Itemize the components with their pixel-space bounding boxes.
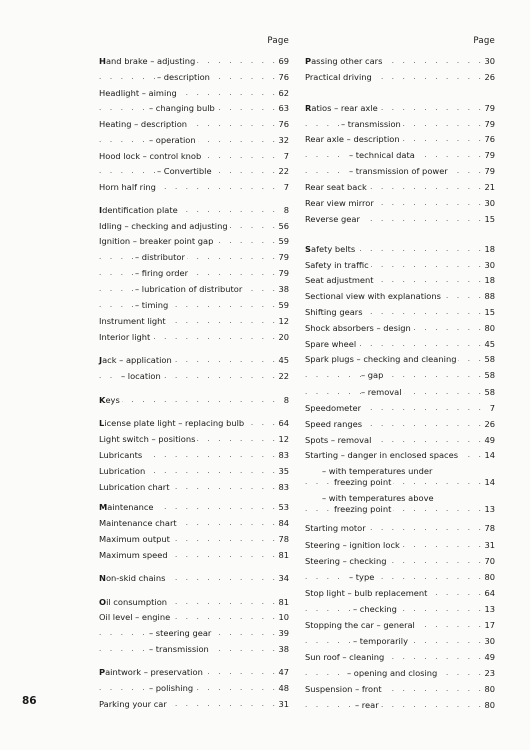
page-ref: 83 [275, 450, 289, 461]
dot-leader [99, 268, 289, 279]
page-ref: 58 [481, 387, 495, 398]
index-entry-text: Hood lock – control knob [99, 151, 202, 161]
index-entry-text: Light switch – positions [99, 434, 196, 444]
index-entry-text: Jack – application [99, 355, 172, 365]
page-ref: 30 [481, 56, 495, 67]
dot-leader [305, 604, 495, 615]
index-entry-text: Shock absorbers – design [305, 323, 411, 333]
page-ref: 58 [481, 354, 495, 365]
page-ref: 78 [275, 534, 289, 545]
index-entry [99, 252, 289, 263]
page-number: 86 [22, 695, 37, 707]
index-entry-text: Maximum speed [99, 550, 168, 560]
page-ref: 81 [275, 550, 289, 561]
index-entry-text: Parking your car [99, 699, 167, 709]
index-entry-text: Rear seat back [305, 182, 367, 192]
index-entry [305, 103, 495, 114]
index-entry [305, 134, 495, 145]
page-ref: 30 [481, 260, 495, 271]
index-entry [99, 221, 289, 232]
index-entry [305, 244, 495, 255]
page-ref: 69 [275, 56, 289, 67]
index-entry-text: – polishing [149, 683, 194, 693]
index-entry-text: Headlight – aiming [99, 88, 177, 98]
index-entry [305, 700, 495, 711]
index-entry [305, 636, 495, 647]
dot-leader [99, 395, 289, 406]
dot-leader [305, 370, 495, 381]
index-entry-text: – transmission [341, 119, 401, 129]
index-entry-text: – transmission of power [349, 166, 448, 176]
page-ref: 35 [275, 466, 289, 477]
page-ref: 79 [481, 103, 495, 114]
index-entry [305, 339, 495, 350]
index-entry [305, 620, 495, 631]
index-entry [99, 628, 289, 639]
index-entry-text: Steering – checking [305, 556, 387, 566]
dot-leader [99, 252, 289, 263]
page-ref: 14 [481, 477, 495, 488]
page-ref: 83 [275, 482, 289, 493]
index-entry [305, 198, 495, 209]
index-entry [305, 556, 495, 567]
page-ref: 31 [275, 699, 289, 710]
page-ref: 38 [275, 284, 289, 295]
column-header: Page [473, 36, 495, 46]
column-header: Page [267, 36, 289, 46]
index-entry [99, 182, 289, 193]
page-ref: 32 [275, 135, 289, 146]
index-entry-text: Safety in traffic [305, 260, 369, 270]
index-entry [305, 387, 495, 398]
index-entry [99, 332, 289, 343]
index-entry-text: License plate light – replacing bulb [99, 418, 245, 428]
page-ref: 34 [275, 573, 289, 584]
page-ref: 76 [481, 134, 495, 145]
index-entry-text: Stopping the car – general [305, 620, 415, 630]
page-ref: 8 [281, 395, 289, 406]
page-ref: 21 [481, 182, 495, 193]
index-entry [99, 268, 289, 279]
index-entry [99, 355, 289, 366]
page-ref: 18 [481, 275, 495, 286]
page-ref: 80 [481, 684, 495, 695]
index-entry-text: Starting – danger in enclosed spaces [305, 450, 459, 460]
page-ref: 22 [275, 166, 289, 177]
page-ref: 45 [275, 355, 289, 366]
index-entry-text: Identification plate [99, 205, 178, 215]
page-ref: 80 [481, 700, 495, 711]
page-ref: 63 [275, 103, 289, 114]
page-ref: 79 [481, 166, 495, 177]
index-entry-continuation: freezing point [334, 504, 392, 514]
index-entry [99, 534, 289, 545]
page-ref: 58 [481, 370, 495, 381]
index-entry-text: – operation [149, 135, 196, 145]
index-entry-text: Lubrication chart [99, 482, 170, 492]
index-entry-text: Shifting gears [305, 307, 363, 317]
index-entry [99, 151, 289, 162]
index-entry-text: Heating – description [99, 119, 188, 129]
index-entry [99, 450, 289, 461]
index-entry [99, 667, 289, 678]
index-entry-text: Non-skid chains [99, 573, 166, 583]
index-entry [99, 482, 289, 493]
index-entry [99, 518, 289, 529]
index-entry-text: – rear [355, 700, 379, 710]
index-entry [305, 182, 495, 193]
page-ref: 15 [481, 214, 495, 225]
index-entry-text: Sectional view with explanations [305, 291, 441, 301]
index-entry-text: Suspension – front [305, 684, 382, 694]
index-entry-text: Speedometer [305, 403, 362, 413]
index-entry-text: Steering – ignition lock [305, 540, 400, 550]
index-entry-text: Spark plugs – checking and cleaning [305, 354, 457, 364]
index-entry-text: Stop light – bulb replacement [305, 588, 428, 598]
index-entry-text: – temporarily [353, 636, 408, 646]
index-entry-text: – gap [361, 370, 384, 380]
index-entry [305, 150, 495, 161]
index-entry-text: Rear view mirror [305, 198, 374, 208]
index-entry-text: – changing bulb [149, 103, 215, 113]
index-entry [99, 612, 289, 623]
index-entry [305, 450, 495, 461]
page-ref: 23 [481, 668, 495, 679]
index-entry-text: Passing other cars [305, 56, 383, 66]
index-entry-text: – location [121, 371, 161, 381]
index-entry [305, 668, 495, 679]
page-ref: 56 [275, 221, 289, 232]
index-entry-text: – firing order [135, 268, 189, 278]
page-ref: 64 [275, 418, 289, 429]
page-ref: 59 [275, 300, 289, 311]
index-entry [99, 644, 289, 655]
index-entry-text: – opening and closing [347, 668, 438, 678]
index-entry-text: Oil consumption [99, 597, 168, 607]
page-ref: 7 [487, 403, 495, 414]
index-entry [99, 550, 289, 561]
index-entry [99, 103, 289, 114]
index-entry [99, 371, 289, 382]
index-entry-text: – timing [135, 300, 169, 310]
index-entry [305, 419, 495, 430]
index-entry [99, 395, 289, 406]
index-entry [99, 72, 289, 83]
page-ref: 84 [275, 518, 289, 529]
index-entry [99, 434, 289, 445]
index-entry-text: – Convertible [157, 166, 212, 176]
index-entry-text: Oil level – engine [99, 612, 171, 622]
index-entry [305, 275, 495, 286]
index-entry [99, 166, 289, 177]
page-ref: 79 [481, 119, 495, 130]
index-entry-text: Starting motor [305, 523, 366, 533]
page-ref: 38 [275, 644, 289, 655]
index-entry [99, 284, 289, 295]
index-entry-text: Paintwork – preservation [99, 667, 203, 677]
index-entry [305, 588, 495, 599]
index-entry [99, 205, 289, 216]
page-ref: 49 [481, 435, 495, 446]
index-entry-text: Maintenance chart [99, 518, 177, 528]
page-ref: 17 [481, 620, 495, 631]
index-entry-text: Speed ranges [305, 419, 363, 429]
index-entry [305, 119, 495, 130]
index-entry-text: – description [157, 72, 210, 82]
index-entry-text: – steering gear [149, 628, 212, 638]
page-ref: 48 [275, 683, 289, 694]
index-entry-text: – lubrication of distributor [135, 284, 243, 294]
index-entry-text: – transmission [149, 644, 209, 654]
page-ref: 13 [481, 604, 495, 615]
index-entry [99, 88, 289, 99]
page-ref: 45 [481, 339, 495, 350]
index-entry [305, 370, 495, 381]
page-ref: 81 [275, 597, 289, 608]
page-ref: 79 [275, 268, 289, 279]
index-entry-text: Reverse gear [305, 214, 360, 224]
index-entry [99, 135, 289, 146]
index-entry [99, 56, 289, 67]
page-ref: 79 [481, 150, 495, 161]
index-entry [305, 435, 495, 446]
page-ref: 18 [481, 244, 495, 255]
page-ref: 26 [481, 72, 495, 83]
index-entry [305, 166, 495, 177]
page-ref: 14 [481, 450, 495, 461]
page-ref: 22 [275, 371, 289, 382]
index-entry [99, 699, 289, 710]
page-ref: 31 [481, 540, 495, 551]
index-entry [305, 307, 495, 318]
page-ref: 26 [481, 419, 495, 430]
page-ref: 7 [281, 182, 289, 193]
page-ref: 7 [281, 151, 289, 162]
index-entry [305, 466, 495, 488]
index-entry-text: Practical driving [305, 72, 372, 82]
index-entry-text: Seat adjustment [305, 275, 374, 285]
index-entry-text: – with temperatures under [322, 466, 433, 476]
page-ref: 80 [481, 323, 495, 334]
page-ref: 20 [275, 332, 289, 343]
index-entry [305, 260, 495, 271]
page-ref: 79 [275, 252, 289, 263]
index-entry [305, 403, 495, 414]
page-ref: 80 [481, 572, 495, 583]
index-entry [305, 540, 495, 551]
page-ref: 78 [481, 523, 495, 534]
index-entry [305, 572, 495, 583]
index-entry-text: Rear axle – description [305, 134, 400, 144]
index-entry [305, 354, 495, 365]
index-entry-text: Spots – removal [305, 435, 372, 445]
index-entry [305, 604, 495, 615]
index-entry-text: Instrument light [99, 316, 166, 326]
page-ref: 12 [275, 316, 289, 327]
index-entry-text: – removal [361, 387, 402, 397]
index-entry-text: – checking [353, 604, 397, 614]
page-ref: 53 [275, 502, 289, 513]
index-entry [99, 300, 289, 311]
index-entry-text: Safety belts [305, 244, 356, 254]
index-entry-text: Lubricants [99, 450, 143, 460]
dot-leader [305, 700, 495, 711]
page-ref: 76 [275, 72, 289, 83]
index-entry [99, 236, 289, 247]
index-entry-text: Ratios – rear axle [305, 103, 378, 113]
page-ref: 64 [481, 588, 495, 599]
page-ref: 10 [275, 612, 289, 623]
index-entry-text: Interior light [99, 332, 151, 342]
index-entry-text: Maintenance [99, 502, 154, 512]
page-ref: 30 [481, 636, 495, 647]
page-ref: 15 [481, 307, 495, 318]
page-ref: 12 [275, 434, 289, 445]
index-entry-text: – type [349, 572, 375, 582]
index-entry-text: – distributor [135, 252, 185, 262]
page-ref: 70 [481, 556, 495, 567]
index-entry-text: Hand brake – adjusting [99, 56, 196, 66]
index-entry-text: Keys [99, 395, 120, 405]
index-entry [99, 683, 289, 694]
index-entry [99, 316, 289, 327]
index-entry [305, 56, 495, 67]
page-ref: 13 [481, 504, 495, 515]
index-entry [99, 597, 289, 608]
index-entry-text: Sun roof – cleaning [305, 652, 385, 662]
page-ref: 8 [281, 205, 289, 216]
page-ref: 88 [481, 291, 495, 302]
index-entry [99, 119, 289, 130]
index-entry [99, 502, 289, 513]
index-entry-continuation: freezing point [334, 477, 392, 487]
dot-leader [305, 572, 495, 583]
index-entry [305, 214, 495, 225]
index-entry [305, 684, 495, 695]
index-entry [305, 652, 495, 663]
index-entry-text: Horn half ring [99, 182, 156, 192]
index-entry-text: Maximum output [99, 534, 170, 544]
index-entry [305, 493, 495, 515]
index-entry-text: – with temperatures above [322, 493, 434, 503]
page-ref: 62 [275, 88, 289, 99]
page-ref: 76 [275, 119, 289, 130]
index-entry [99, 573, 289, 584]
page-ref: 59 [275, 236, 289, 247]
index-entry [305, 72, 495, 83]
index-entry [305, 291, 495, 302]
page-ref: 47 [275, 667, 289, 678]
index-entry [305, 523, 495, 534]
index-entry [305, 323, 495, 334]
index-entry-text: Lubrication [99, 466, 146, 476]
index-entry [99, 418, 289, 429]
page-ref: 49 [481, 652, 495, 663]
index-entry-text: Spare wheel [305, 339, 357, 349]
index-entry-text: Idling – checking and adjusting [99, 221, 228, 231]
page-ref: 39 [275, 628, 289, 639]
index-entry [99, 466, 289, 477]
page-ref: 30 [481, 198, 495, 209]
index-entry-text: – technical data [349, 150, 415, 160]
dot-leader [99, 300, 289, 311]
index-entry-text: Ignition – breaker point gap [99, 236, 214, 246]
